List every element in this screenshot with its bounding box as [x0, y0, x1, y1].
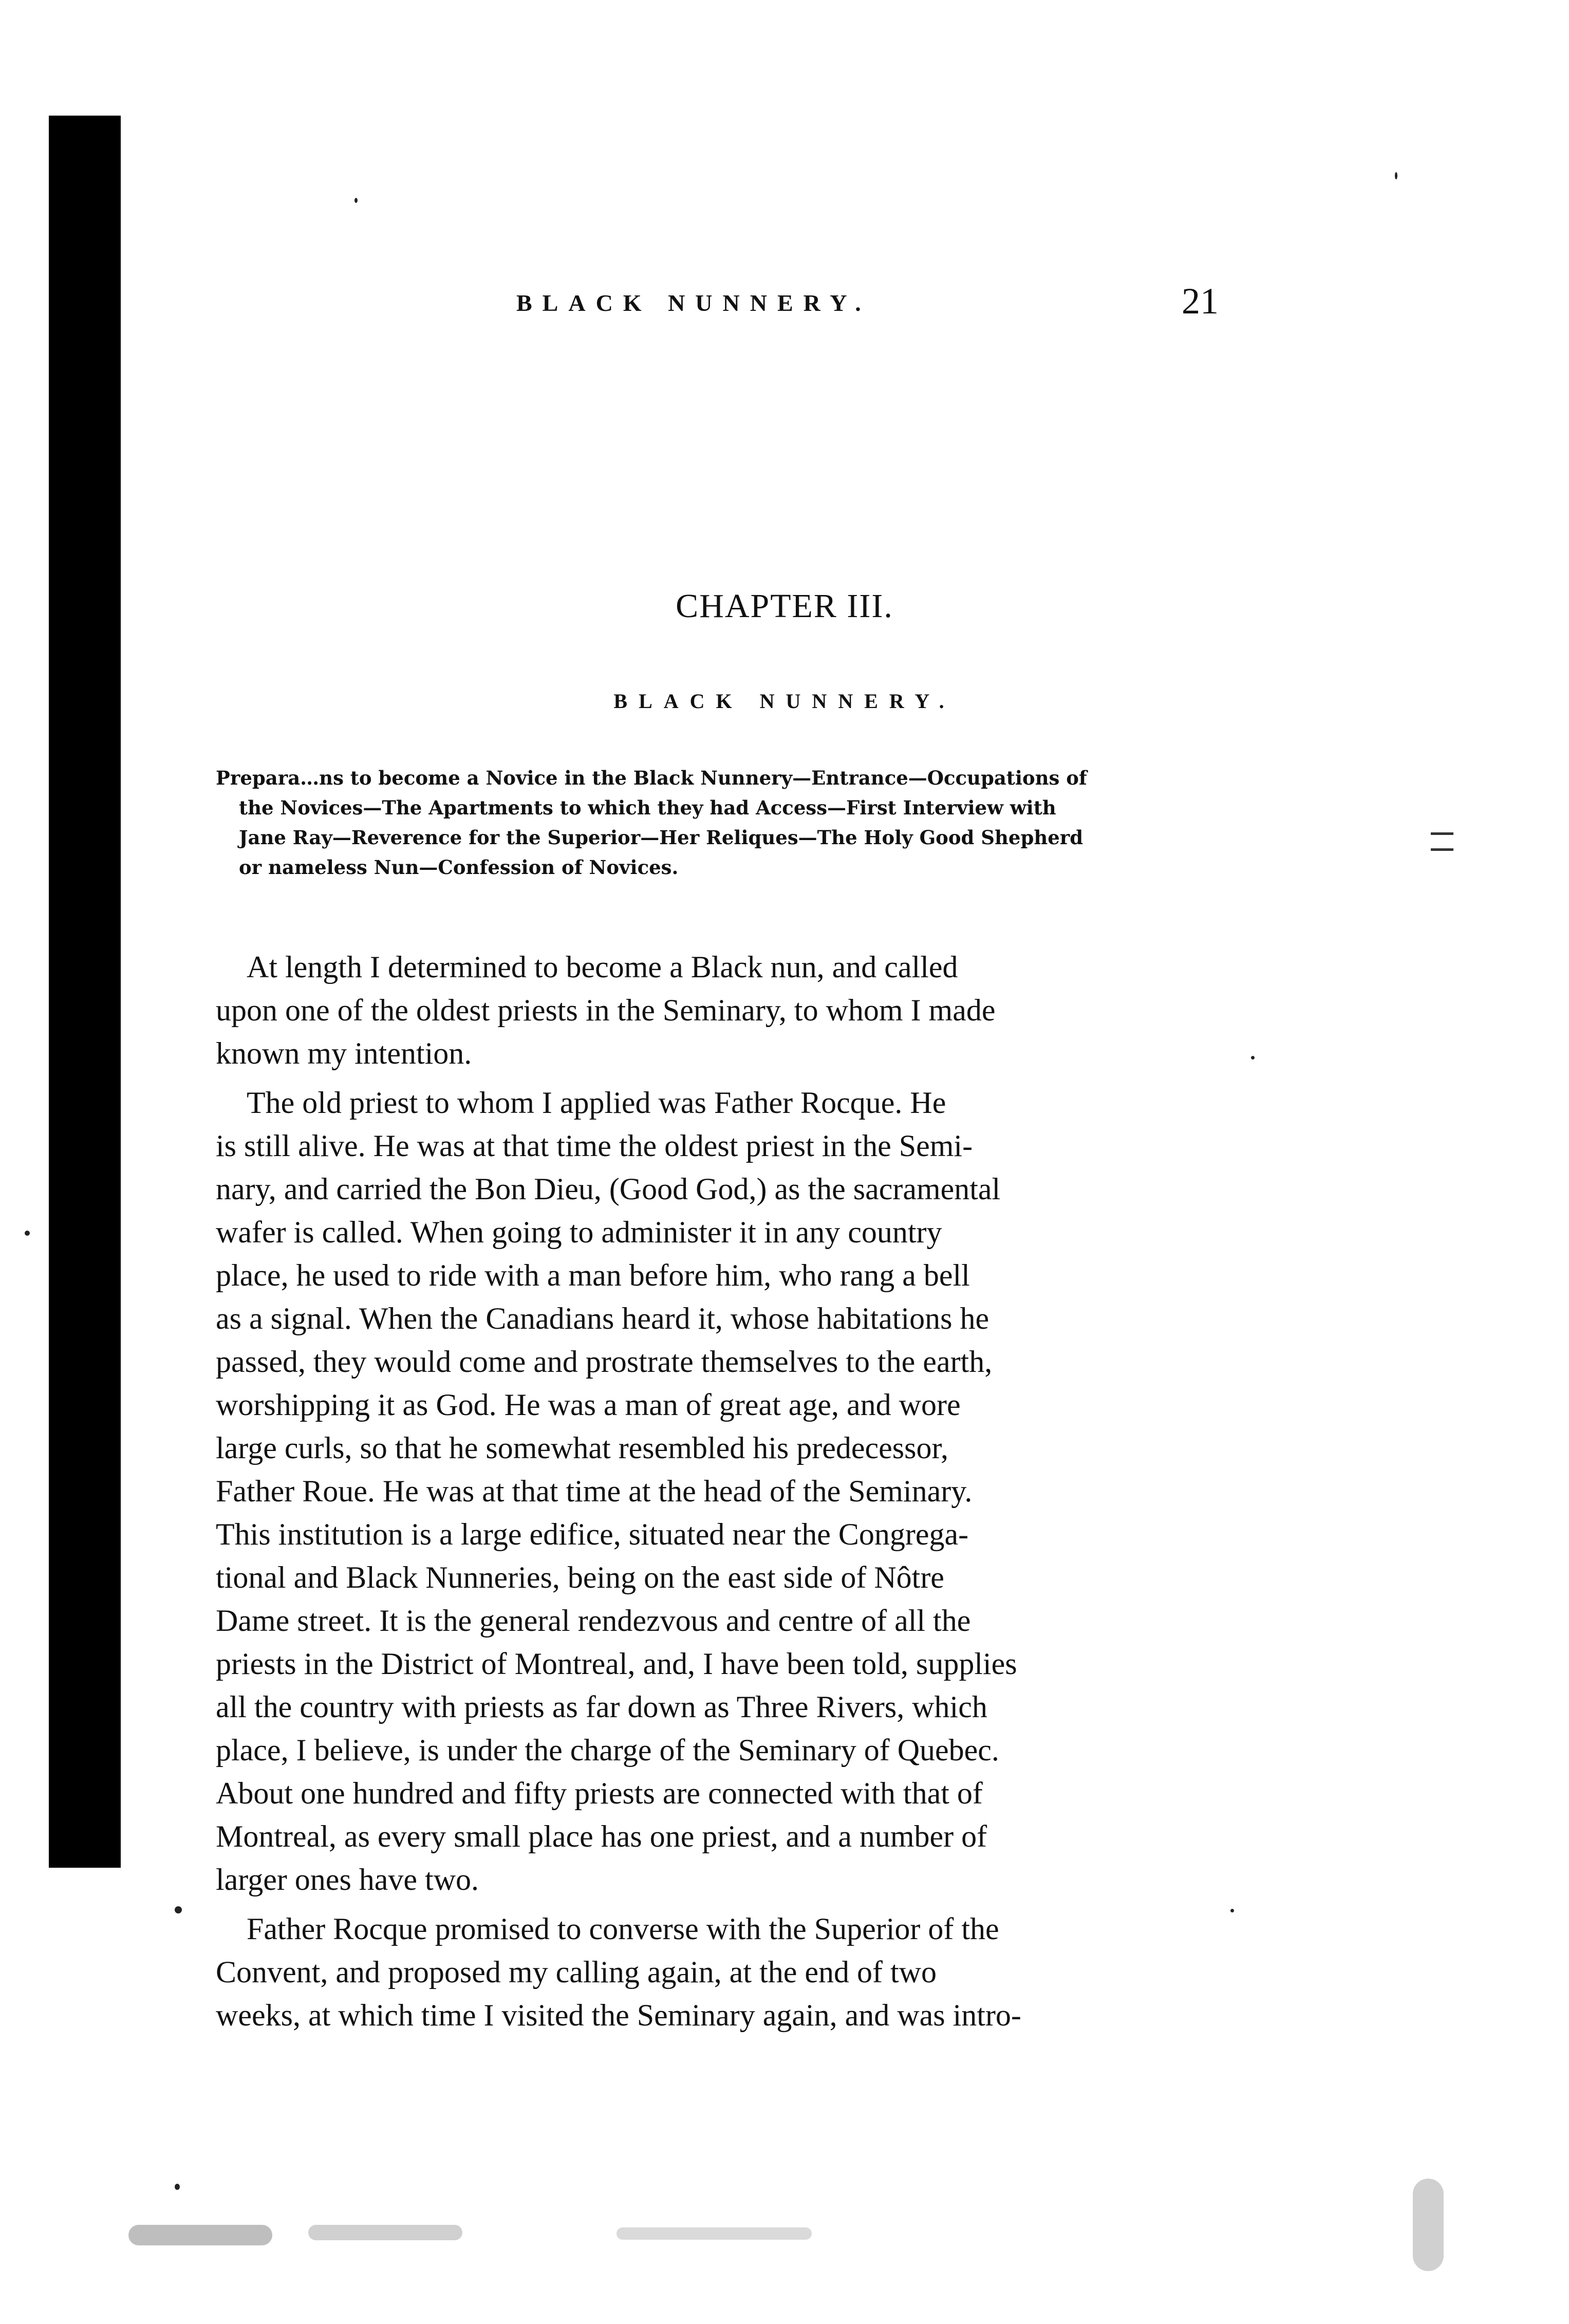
text-line: place, I believe, is under the charge of the Seminary of Quebec.	[216, 1733, 999, 1767]
text-line: wafer is called. When going to administer it in any country	[216, 1215, 942, 1249]
page-number: 21	[1182, 281, 1219, 322]
text-line: tional and Black Nunneries, being on the east side of Nôtre	[216, 1560, 944, 1594]
chapter-subtitle: BLACK NUNNERY.	[613, 690, 956, 713]
ink-speck	[354, 198, 358, 203]
text-line: This institution is a large edifice, situated near the Congrega-	[216, 1517, 969, 1551]
paragraph-break	[216, 1075, 1233, 1081]
ink-speck	[1230, 1909, 1234, 1912]
synopsis-line: the Novices—The Apartments to which they had Access—First Interview with	[239, 796, 1056, 819]
binding-shadow	[49, 116, 121, 1868]
ink-speck	[175, 1906, 182, 1913]
ink-speck	[1251, 1056, 1255, 1059]
ink-speck	[175, 2184, 180, 2190]
text-line: Father Rocque promised to converse with the Superior of the	[247, 1912, 999, 1946]
chapter-synopsis	[216, 763, 1233, 882]
synopsis-line: or nameless Nun—Confession of Novices.	[239, 856, 679, 879]
text-line: Convent, and proposed my calling again, at the end of two	[216, 1955, 937, 1989]
text-line: Dame street. It is the general rendezvous and centre of all the	[216, 1604, 971, 1638]
ink-speck	[1395, 172, 1397, 179]
scan-smudge	[617, 2227, 812, 2240]
synopsis-line: Jane Ray—Reverence for the Superior—Her Reliques—The Holy Good Shepherd	[239, 826, 1084, 849]
body-text	[216, 945, 1233, 2037]
text-line: known my intention.	[216, 1036, 472, 1070]
running-head	[0, 281, 1569, 329]
text-line: is still alive. He was at that time the oldest priest in the Semi-	[216, 1129, 973, 1163]
text-line: priests in the District of Montreal, and, I have been told, supplies	[216, 1647, 1017, 1681]
text-line: all the country with priests as far down as Three Rivers, which	[216, 1690, 987, 1724]
synopsis-line: Prepara…ns to become a Novice in the Black Nunnery—Entrance—Occupations of	[216, 767, 1087, 789]
paragraph-break	[216, 1901, 1233, 1907]
text-line: large curls, so that he somewhat resembled his predecessor,	[216, 1431, 949, 1465]
ink-speck	[25, 1231, 30, 1236]
scan-smudge	[128, 2225, 272, 2245]
text-line: upon one of the oldest priests in the Seminary, to whom I made	[216, 993, 996, 1027]
scan-smudge	[308, 2225, 462, 2240]
text-line: larger ones have two.	[216, 1863, 479, 1897]
scan-smudge	[1413, 2179, 1444, 2271]
text-line: nary, and carried the Bon Dieu, (Good God,) as the sacramental	[216, 1172, 1001, 1206]
text-line: passed, they would come and prostrate themselves to the earth,	[216, 1345, 993, 1379]
running-head-title: BLACK NUNNERY.	[516, 290, 871, 316]
text-line: The old priest to whom I applied was Father Rocque. He	[247, 1086, 946, 1120]
chapter-title: CHAPTER III.	[676, 587, 893, 625]
text-line: weeks, at which time I visited the Seminary again, and was intro-	[216, 1998, 1021, 2032]
text-line: place, he used to ride with a man before him, who rang a bell	[216, 1258, 970, 1292]
text-line: as a signal. When the Canadians heard it, whose habitations he	[216, 1302, 989, 1335]
text-line: worshipping it as God. He was a man of great age, and wore	[216, 1388, 961, 1422]
margin-mark	[1431, 832, 1453, 851]
text-line: At length I determined to become a Black nun, and called	[247, 950, 958, 984]
text-line: About one hundred and fifty priests are connected with that of	[216, 1776, 983, 1810]
text-line: Montreal, as every small place has one priest, and a number of	[216, 1819, 987, 1853]
text-line: Father Roue. He was at that time at the head of the Seminary.	[216, 1474, 973, 1508]
